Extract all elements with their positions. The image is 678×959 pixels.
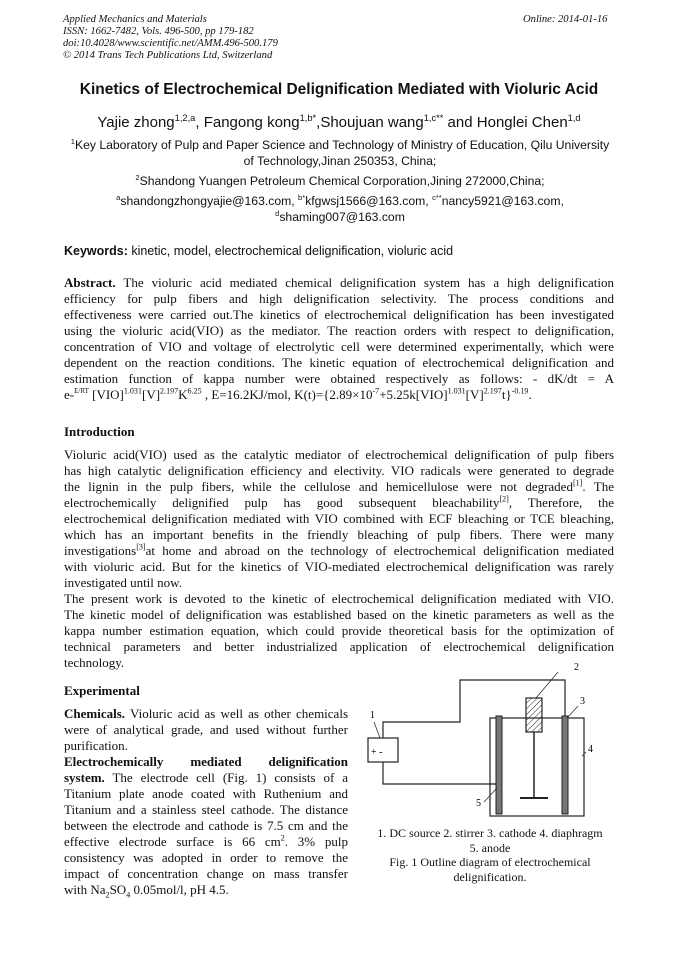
online-date: Online: 2014-01-16 — [523, 14, 608, 25]
email-d: shaming007@163.com — [279, 209, 405, 224]
author-1: Yajie zhong$^{1,2,a}$, — [97, 113, 204, 131]
keywords-label: Keywords: — [64, 244, 128, 258]
label-3: 3 — [580, 696, 585, 707]
dc-source-sign: + - — [371, 747, 383, 758]
system-label: Electrochemically mediated delignification — [64, 754, 348, 769]
experimental-heading: Experimental — [64, 683, 140, 698]
author-2: Fangong kong$^{1,b*}$, — [203, 113, 321, 131]
introduction-heading: Introduction — [64, 424, 135, 439]
wire-bottom — [383, 762, 500, 784]
affiliation-1: $^1$Key Laboratory of Pulp and Paper Science and Technology of Ministry of Education, Qilu University of Technology,Jinan 250353, China; — [70, 136, 610, 168]
label-4: 4 — [588, 744, 593, 755]
anode — [496, 716, 502, 814]
paper-title: Kinetics of Electrochemical Delignification Mediated with Violuric Acid — [79, 81, 599, 98]
issn-line: ISSN: 1662-7482, Vols. 496-500, pp 179-182 — [63, 26, 254, 37]
figure-legend: 1. DC source 2. stirrer 3. cathode 4. diaphragm 5. anode — [377, 826, 603, 855]
label-5: 5 — [476, 798, 481, 809]
keywords — [64, 244, 453, 258]
email-c: nancy5921@163.com, — [441, 194, 564, 208]
stirrer-motor — [526, 698, 542, 732]
email-a: shandongzhongyajie@163.com, — [120, 194, 299, 208]
label-2: 2 — [574, 662, 579, 673]
label-1: 1 — [370, 710, 375, 721]
figure-caption: Fig. 1 Outline diagram of electrochemical delignification. — [389, 855, 591, 884]
cathode — [562, 716, 568, 814]
kinetic-equation: e-E/RT $[VIO]^{1.031}[V]^{2.197}K^{6.25}$ , E=16.2KJ/mol, $K(t)=\{2.89\times 10^{-7}+5.25k[VIO]^{1.031}[V]^{2.197}t\}^{-0.19}$. — [64, 386, 532, 402]
electrode-cell-diagram — [360, 660, 620, 830]
email-list: $^a$shandongzhongyajie@163.com, $^{b*}$kfgwsj1566@163.com, $^{c**}$nancy5921@163.com, $^d$shaming007@163.com — [116, 192, 564, 224]
affiliation-2: $^2$Shandong Yuangen Petroleum Chemical Corporation,Jining 272000,China; — [135, 172, 545, 188]
copyright-line: © 2014 Trans Tech Publications Ltd, Switzerland — [63, 50, 273, 61]
author-list — [0, 114, 678, 131]
keywords-text: kinetic, model, electrochemical delignification, violuric acid — [127, 244, 454, 258]
journal-name: Applied Mechanics and Materials — [63, 14, 207, 25]
diaphragm-tank — [490, 718, 584, 816]
author-3: Shoujuan wang$^{1,c**}$ and — [320, 113, 477, 131]
doi-line: doi:10.4028/www.scientific.net/AMM.496-500.179 — [63, 38, 278, 49]
author-4: Honglei Chen$^{1,d}$ — [476, 113, 581, 131]
email-b: kfgwsj1566@163.com, — [305, 194, 433, 208]
chemicals-label: Chemicals. — [64, 706, 126, 721]
abstract-label: Abstract. — [64, 275, 116, 290]
